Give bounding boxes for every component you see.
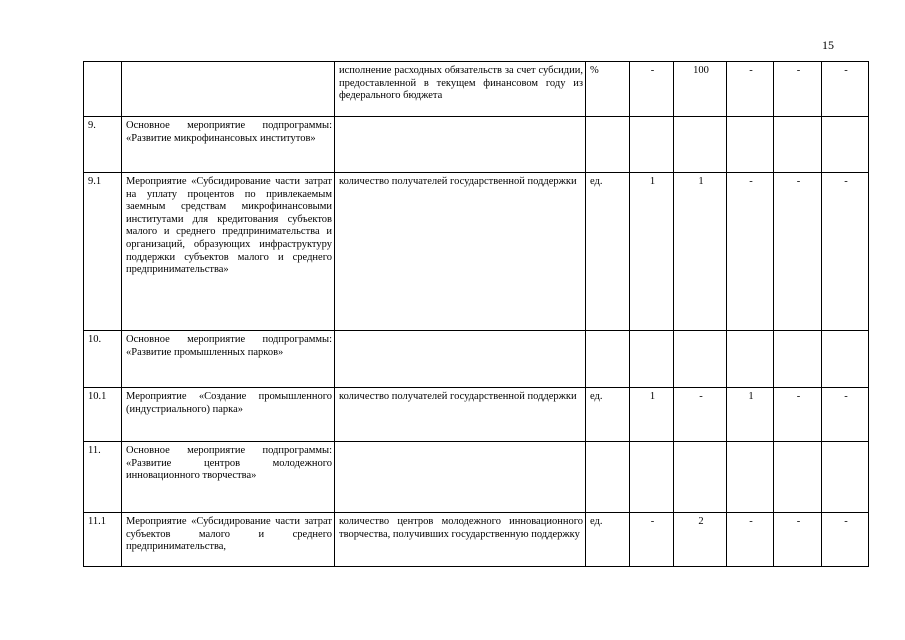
- value-cell: [727, 442, 774, 513]
- value-cell: [630, 442, 674, 513]
- value-cell: [774, 117, 822, 173]
- value-cell: [674, 331, 727, 388]
- row-number: 9.: [84, 117, 122, 173]
- value-cell: 100: [674, 62, 727, 117]
- value-cell: -: [774, 62, 822, 117]
- indicators-table: [83, 61, 869, 567]
- table-row: [84, 513, 869, 567]
- unit: [586, 331, 630, 388]
- unit: ед.: [586, 388, 630, 442]
- event-name: Основное мероприятие подпрограммы: «Развитие центров молодежного инновационного творчества»: [122, 442, 335, 513]
- value-cell: 1: [727, 388, 774, 442]
- value-cell: -: [630, 513, 674, 567]
- table-row: [84, 117, 869, 173]
- value-cell: -: [674, 388, 727, 442]
- page-number: 15: [822, 38, 834, 52]
- value-cell: 2: [674, 513, 727, 567]
- row-number: 10.1: [84, 388, 122, 442]
- value-cell: -: [822, 513, 869, 567]
- event-name: [122, 62, 335, 117]
- event-name: Основное мероприятие подпрограммы: «Развитие микрофинансовых институтов»: [122, 117, 335, 173]
- row-number: [84, 62, 122, 117]
- table-row: [84, 442, 869, 513]
- indicator-name: [335, 331, 586, 388]
- value-cell: -: [630, 62, 674, 117]
- row-number: 9.1: [84, 173, 122, 331]
- value-cell: -: [822, 173, 869, 331]
- event-name: Мероприятие «Субсидирование части затрат субъектов малого и среднего предпринимательства,: [122, 513, 335, 567]
- table-row: [84, 331, 869, 388]
- row-number: 11.: [84, 442, 122, 513]
- indicator-name: количество центров молодежного инновационного творчества, получивших государственную поддержку: [335, 513, 586, 567]
- row-number: 10.: [84, 331, 122, 388]
- value-cell: -: [727, 513, 774, 567]
- table-row: [84, 62, 869, 117]
- unit: ед.: [586, 173, 630, 331]
- event-name: Мероприятие «Создание промышленного (индустриального) парка»: [122, 388, 335, 442]
- indicator-name: исполнение расходных обязательств за счет субсидии, предоставленной в текущем финансовом году из федерального бюджета: [335, 62, 586, 117]
- indicator-name: [335, 442, 586, 513]
- event-name: Мероприятие «Субсидирование части затрат на уплату процентов по привлекаемым заемным средствам микрофинансовыми институтами для кредитования субъектов малого и среднего предпринимательства и организаций, образующих инфраструктуру поддержки субъектов малого и среднего предпринимательства»: [122, 173, 335, 331]
- indicator-name: количество получателей государственной поддержки: [335, 388, 586, 442]
- value-cell: [774, 442, 822, 513]
- unit: [586, 117, 630, 173]
- value-cell: 1: [630, 388, 674, 442]
- value-cell: -: [822, 62, 869, 117]
- unit: %: [586, 62, 630, 117]
- unit: [586, 442, 630, 513]
- value-cell: -: [822, 388, 869, 442]
- value-cell: [822, 331, 869, 388]
- value-cell: -: [774, 388, 822, 442]
- value-cell: [822, 442, 869, 513]
- value-cell: 1: [630, 173, 674, 331]
- value-cell: [727, 117, 774, 173]
- table-row: [84, 388, 869, 442]
- value-cell: [674, 117, 727, 173]
- value-cell: 1: [674, 173, 727, 331]
- value-cell: -: [774, 173, 822, 331]
- unit: ед.: [586, 513, 630, 567]
- value-cell: [774, 331, 822, 388]
- value-cell: [630, 331, 674, 388]
- event-name: Основное мероприятие подпрограммы: «Развитие промышленных парков»: [122, 331, 335, 388]
- table-row: [84, 173, 869, 331]
- value-cell: [727, 331, 774, 388]
- value-cell: [822, 117, 869, 173]
- value-cell: -: [727, 173, 774, 331]
- value-cell: -: [774, 513, 822, 567]
- indicator-name: количество получателей государственной поддержки: [335, 173, 586, 331]
- row-number: 11.1: [84, 513, 122, 567]
- value-cell: [674, 442, 727, 513]
- indicator-name: [335, 117, 586, 173]
- value-cell: -: [727, 62, 774, 117]
- value-cell: [630, 117, 674, 173]
